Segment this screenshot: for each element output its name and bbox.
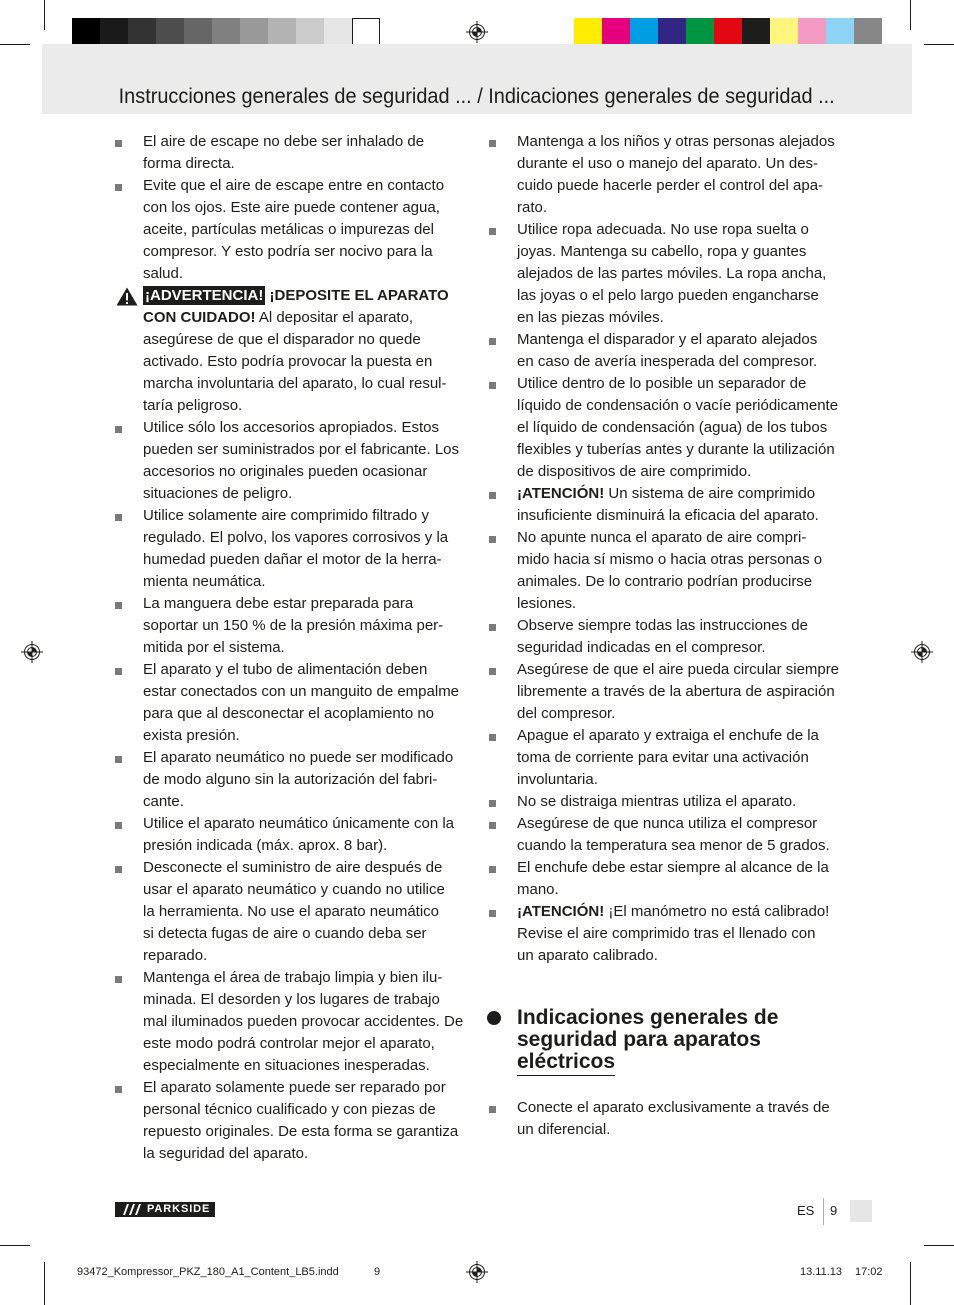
text-line <box>517 835 847 857</box>
line-text: forma directa. <box>143 155 235 172</box>
color-swatch <box>100 18 128 46</box>
crop-mark <box>924 1245 954 1246</box>
section-list <box>517 1097 847 1141</box>
line-text: involuntaria. <box>517 771 598 788</box>
list-item <box>143 175 473 285</box>
text-line <box>517 241 847 263</box>
line-text: reparado. <box>143 947 208 964</box>
line-text: libremente a través de la abertura de aspiración <box>517 683 835 700</box>
text-line <box>517 681 847 703</box>
line-text: especialmente en situaciones inesperadas. <box>143 1057 430 1074</box>
text-line <box>517 461 847 483</box>
text-line <box>517 615 847 637</box>
square-bullet-icon <box>489 668 496 675</box>
list-item <box>517 527 847 615</box>
text-line <box>143 769 473 791</box>
list-item <box>517 483 847 527</box>
text-line <box>143 1055 473 1077</box>
text-line <box>517 285 847 307</box>
text-line <box>143 813 473 835</box>
square-bullet-icon <box>489 866 496 873</box>
line-text: estar conectados con un manguito de empalme <box>143 683 460 700</box>
line-text: en caso de avería inesperada del compresor. <box>517 353 818 370</box>
crop-mark <box>0 44 30 45</box>
line-text: la seguridad del aparato. <box>143 1145 309 1162</box>
text-line <box>517 307 847 329</box>
line-text: Desconecte el suministro de aire después de <box>143 859 443 876</box>
text-line <box>517 813 847 835</box>
line-text: flexibles y tuberías antes y durante la utilización <box>517 441 835 458</box>
text-line <box>143 923 473 945</box>
text-line <box>143 967 473 989</box>
color-swatch <box>854 18 882 46</box>
circle-bullet-icon <box>487 1011 501 1025</box>
slug-file-name: 93472_Kompressor_PKZ_180_A1_Content_LB5.indd <box>77 1266 339 1278</box>
line-text: Apague el aparato y extraiga el enchufe de la <box>517 727 819 744</box>
regular-text: ¡El manómetro no está calibrado! <box>604 903 830 920</box>
text-line <box>517 637 847 659</box>
language-code: ES <box>797 1203 815 1218</box>
crop-mark <box>910 0 911 30</box>
warning-label: ¡ADVERTENCIA! <box>145 287 264 304</box>
line-text: cante. <box>143 793 184 810</box>
color-swatch <box>630 18 658 46</box>
line-text: toma de corriente para evitar una activación <box>517 749 809 766</box>
line-text: personal técnico cualificado y con piezas de <box>143 1101 436 1118</box>
line-text: Mantenga el disparador y el aparato alejados <box>517 331 818 348</box>
list-item <box>517 725 847 791</box>
text-line <box>143 505 473 527</box>
crop-mark <box>924 44 954 45</box>
square-bullet-icon <box>115 426 122 433</box>
section-heading-line: Indicaciones generales de <box>517 1006 779 1029</box>
line-text: Utilice sólo los accesorios apropiados. Estos <box>143 419 439 436</box>
line-text: Observe siempre todas las instrucciones de <box>517 617 808 634</box>
line-text: Asegúrese de que nunca utiliza el compresor <box>517 815 818 832</box>
crop-mark <box>0 1245 30 1246</box>
square-bullet-icon <box>115 140 122 147</box>
text-line <box>517 549 847 571</box>
square-bullet-icon <box>115 822 122 829</box>
square-bullet-icon <box>115 756 122 763</box>
text-line <box>143 241 473 263</box>
text-line <box>143 681 473 703</box>
text-line <box>517 923 847 945</box>
line-text: en las piezas móviles. <box>517 309 664 326</box>
text-line <box>143 857 473 879</box>
text-line <box>143 1121 473 1143</box>
line-text: Revise el aire comprimido tras el llenado con <box>517 925 816 942</box>
color-swatch <box>128 18 156 46</box>
line-text: seguridad indicadas en el compresor. <box>517 639 766 656</box>
right-column <box>517 131 847 967</box>
color-swatch <box>324 18 352 46</box>
text-line <box>143 373 473 395</box>
text-line <box>143 835 473 857</box>
color-swatch <box>268 18 296 46</box>
regular-text: Un sistema de aire comprimido <box>604 485 816 502</box>
line-text: exista presión. <box>143 727 240 744</box>
line-text: mal iluminados pueden provocar accidentes. De <box>143 1013 464 1030</box>
text-line <box>143 1033 473 1055</box>
crop-mark <box>44 1262 45 1305</box>
slug-page: 9 <box>374 1266 381 1278</box>
line-text: si detecta fugas de aire o cuando deba ser <box>143 925 427 942</box>
text-line <box>517 1097 847 1119</box>
parkside-logo <box>115 1202 215 1217</box>
text-line <box>517 219 847 241</box>
parkside-stripes-icon <box>118 1202 144 1217</box>
square-bullet-icon <box>489 228 496 235</box>
line-text: líquido de condensación o vacíe periódicamente <box>517 397 839 414</box>
footer-divider <box>823 1198 824 1225</box>
line-text: El enchufe debe estar siempre al alcance de la <box>517 859 829 876</box>
color-swatch <box>826 18 854 46</box>
line-text <box>517 483 815 505</box>
list-item <box>517 659 847 725</box>
list-item <box>143 505 473 593</box>
color-swatch <box>296 18 324 46</box>
text-line <box>517 527 847 549</box>
line-text: Utilice solamente aire comprimido filtrado y <box>143 507 429 524</box>
text-line <box>517 417 847 439</box>
square-bullet-icon <box>489 382 496 389</box>
text-line <box>517 373 847 395</box>
color-swatch <box>72 18 100 46</box>
square-bullet-icon <box>489 492 496 499</box>
page-number: 9 <box>830 1203 838 1218</box>
text-line <box>517 857 847 879</box>
line-text: No se distraiga mientras utiliza el aparato. <box>517 793 797 810</box>
line-text: pueden ser suministrados por el fabricante. Los <box>143 441 460 458</box>
line-text: El aire de escape no debe ser inhalado de <box>143 133 425 150</box>
square-bullet-icon <box>489 734 496 741</box>
text-line <box>517 153 847 175</box>
text-line <box>143 703 473 725</box>
text-line <box>517 945 847 967</box>
list-item <box>143 747 473 813</box>
line-text: El aparato solamente puede ser reparado por <box>143 1079 446 1096</box>
left-column <box>143 131 473 1165</box>
text-line <box>517 351 847 373</box>
text-line <box>143 615 473 637</box>
square-bullet-icon <box>489 822 496 829</box>
line-text: minada. El desorden y los lugares de trabajo <box>143 991 440 1008</box>
bold-text: ¡DEPOSITE EL APARATO <box>265 287 449 304</box>
line-text: repuesto originales. De esta forma se garantiza <box>143 1123 459 1140</box>
square-bullet-icon <box>115 976 122 983</box>
square-bullet-icon <box>115 602 122 609</box>
text-line <box>517 901 847 923</box>
line-text: marcha involuntaria del aparato, lo cual resul- <box>143 375 447 392</box>
text-line <box>143 351 473 373</box>
line-text: La manguera debe estar preparada para <box>143 595 414 612</box>
text-line <box>143 637 473 659</box>
line-text: las joyas o el pelo largo pueden engancharse <box>517 287 819 304</box>
text-line <box>517 263 847 285</box>
registration-mark-icon <box>466 21 488 43</box>
line-text: Utilice ropa adecuada. No use ropa suelta o <box>517 221 809 238</box>
color-swatch <box>686 18 714 46</box>
color-swatch <box>352 18 380 46</box>
line-text: mido hacia sí mismo o hacia otras personas o <box>517 551 823 568</box>
line-text: accesorios no originales pueden ocasionar <box>143 463 428 480</box>
color-swatch <box>658 18 686 46</box>
list-item <box>143 659 473 747</box>
text-line <box>143 527 473 549</box>
text-line <box>517 747 847 769</box>
text-line <box>517 197 847 219</box>
line-text: cuido puede hacerle perder el control del apa- <box>517 177 824 194</box>
list-item <box>143 593 473 659</box>
line-text: mano. <box>517 881 559 898</box>
text-line <box>517 571 847 593</box>
page-title: Instrucciones generales de seguridad ... / Indicaciones generales de seguridad ... <box>118 85 836 108</box>
color-swatch <box>212 18 240 46</box>
text-line <box>517 1119 847 1141</box>
square-bullet-icon <box>115 514 122 521</box>
brand-name: PARKSIDE <box>147 1203 211 1215</box>
regular-text: Al depositar el aparato, <box>255 309 414 326</box>
text-line <box>143 263 473 285</box>
line-text: mienta neumática. <box>143 573 266 590</box>
color-swatch <box>742 18 770 46</box>
list-item <box>143 813 473 857</box>
line-text: situaciones de peligro. <box>143 485 293 502</box>
text-line <box>517 395 847 417</box>
text-line <box>517 483 847 505</box>
line-text: El aparato neumático no puede ser modificado <box>143 749 454 766</box>
line-text <box>143 307 413 329</box>
list-item <box>143 967 473 1077</box>
text-line <box>143 725 473 747</box>
square-bullet-icon <box>489 536 496 543</box>
square-bullet-icon <box>489 338 496 345</box>
text-line <box>143 901 473 923</box>
line-text: Asegúrese de que el aire pueda circular siempre <box>517 661 840 678</box>
color-swatch <box>798 18 826 46</box>
text-line <box>143 395 473 417</box>
bold-text: ¡ATENCIÓN! <box>517 903 605 920</box>
list-item <box>517 791 847 813</box>
line-text <box>517 901 829 923</box>
text-line <box>517 769 847 791</box>
line-text: Mantenga a los niños y otras personas alejados <box>517 133 835 150</box>
line-text: de dispositivos de aire comprimido. <box>517 463 752 480</box>
line-text: presión indicada (máx. aprox. 8 bar). <box>143 837 388 854</box>
line-text: alejados de las partes móviles. La ropa ancha, <box>517 265 827 282</box>
warning-item <box>143 285 473 417</box>
color-swatch <box>602 18 630 46</box>
text-line <box>143 483 473 505</box>
text-line <box>143 461 473 483</box>
text-line <box>517 791 847 813</box>
bold-text: ¡ATENCIÓN! <box>517 485 605 502</box>
text-line <box>517 703 847 725</box>
line-text: durante el uso o manejo del aparato. Un des- <box>517 155 819 172</box>
text-line <box>143 439 473 461</box>
list-item <box>517 615 847 659</box>
line-text: Conecte el aparato exclusivamente a través de <box>517 1099 830 1116</box>
warning-triangle-icon <box>116 287 138 306</box>
list-item <box>517 901 847 967</box>
section-heading <box>517 1007 778 1076</box>
color-swatch <box>156 18 184 46</box>
line-text: insuficiente disminuirá la eficacia del aparato. <box>517 507 819 524</box>
text-line <box>143 659 473 681</box>
line-text: Utilice dentro de lo posible un separador de <box>517 375 807 392</box>
line-text: mitida por el sistema. <box>143 639 285 656</box>
text-line <box>517 439 847 461</box>
text-line <box>143 1099 473 1121</box>
text-line <box>143 329 473 351</box>
text-line <box>143 175 473 197</box>
line-text: un aparato calibrado. <box>517 947 658 964</box>
page-title-bar <box>42 80 912 114</box>
line-text: cuando la temperatura sea menor de 5 grados. <box>517 837 830 854</box>
text-line <box>517 175 847 197</box>
line-text: No apunte nunca el aparato de aire compri- <box>517 529 807 546</box>
list-item <box>517 1097 847 1141</box>
square-bullet-icon <box>489 800 496 807</box>
color-swatch <box>574 18 602 46</box>
text-line <box>143 219 473 241</box>
line-text: asegúrese de que el disparador no quede <box>143 331 421 348</box>
text-line <box>143 153 473 175</box>
list-item <box>517 857 847 901</box>
color-swatch <box>770 18 798 46</box>
color-swatch <box>184 18 212 46</box>
square-bullet-icon <box>489 1106 496 1113</box>
line-text: el líquido de condensación (agua) de los tubos <box>517 419 828 436</box>
registration-mark-icon <box>466 1261 488 1283</box>
line-text: la herramienta. No use el aparato neumático <box>143 903 440 920</box>
text-line <box>143 945 473 967</box>
line-text: humedad pueden dañar el motor de la herra- <box>143 551 442 568</box>
text-line <box>143 285 473 307</box>
list-item <box>517 813 847 857</box>
square-bullet-icon <box>115 1086 122 1093</box>
line-text: usar el aparato neumático y cuando no utilice <box>143 881 445 898</box>
line-text: Utilice el aparato neumático únicamente con la <box>143 815 455 832</box>
text-line <box>143 571 473 593</box>
text-line <box>143 549 473 571</box>
list-item <box>143 1077 473 1165</box>
line-text: aceite, partículas metálicas o impurezas del <box>143 221 434 238</box>
registration-mark-icon <box>21 641 43 663</box>
grayscale-control-bar <box>72 18 380 46</box>
list-item <box>517 219 847 329</box>
line-text: salud. <box>143 265 184 282</box>
line-text: Mantenga el área de trabajo limpia y bien ilu- <box>143 969 443 986</box>
line-text: con los ojos. Este aire puede contener agua, <box>143 199 440 216</box>
color-swatch <box>714 18 742 46</box>
page-tab-box <box>850 1200 872 1222</box>
line-text: activado. Esto podría provocar la puesta en <box>143 353 433 370</box>
text-line <box>143 747 473 769</box>
line-text: regulado. El polvo, los vapores corrosivos y la <box>143 529 449 546</box>
bold-text: CON CUIDADO! <box>143 309 256 326</box>
line-text: de modo alguno sin la autorización del fabri- <box>143 771 438 788</box>
section-heading-line: seguridad para aparatos <box>517 1028 761 1051</box>
text-line <box>517 131 847 153</box>
text-line <box>143 131 473 153</box>
text-line <box>143 879 473 901</box>
line-text: El aparato y el tubo de alimentación deben <box>143 661 428 678</box>
text-line <box>143 1011 473 1033</box>
square-bullet-icon <box>115 866 122 873</box>
text-line <box>143 791 473 813</box>
line-text: animales. De lo contrario podrían producirse <box>517 573 813 590</box>
square-bullet-icon <box>115 668 122 675</box>
line-text: un diferencial. <box>517 1121 611 1138</box>
text-line <box>517 725 847 747</box>
slug-date: 13.11.13 <box>800 1266 843 1278</box>
text-line <box>143 1077 473 1099</box>
square-bullet-icon <box>489 910 496 917</box>
text-line <box>517 879 847 901</box>
text-line <box>143 417 473 439</box>
line-text <box>143 285 449 307</box>
list-item <box>517 329 847 373</box>
square-bullet-icon <box>489 140 496 147</box>
line-text: Evite que el aire de escape entre en contacto <box>143 177 445 194</box>
list-item <box>143 417 473 505</box>
text-line <box>143 989 473 1011</box>
list-item <box>517 131 847 219</box>
text-line <box>143 1143 473 1165</box>
list-item <box>517 373 847 483</box>
text-line <box>143 307 473 329</box>
registration-mark-icon <box>911 641 933 663</box>
line-text: para que al desconectar el acoplamiento no <box>143 705 435 722</box>
text-line <box>517 659 847 681</box>
list-item <box>143 857 473 967</box>
line-text: este modo podrá controlar mejor el aparato, <box>143 1035 435 1052</box>
square-bullet-icon <box>115 184 122 191</box>
line-text: del compresor. <box>517 705 616 722</box>
list-item <box>143 131 473 175</box>
crop-mark <box>44 0 45 30</box>
color-control-bar <box>574 18 882 46</box>
crop-mark <box>910 1262 911 1305</box>
line-text: lesiones. <box>517 595 577 612</box>
text-line <box>143 197 473 219</box>
text-line <box>517 593 847 615</box>
square-bullet-icon <box>489 624 496 631</box>
text-line <box>517 505 847 527</box>
color-swatch <box>240 18 268 46</box>
line-text: compresor. Y esto podría ser nocivo para la <box>143 243 433 260</box>
text-line <box>517 329 847 351</box>
section-heading-line-underlined: eléctricos <box>517 1051 615 1076</box>
line-text: joyas. Mantenga su cabello, ropa y guantes <box>517 243 807 260</box>
text-line <box>143 593 473 615</box>
line-text: taría peligroso. <box>143 397 243 414</box>
slug-time: 17:02 <box>855 1266 883 1278</box>
line-text: rato. <box>517 199 548 216</box>
line-text: soportar un 150 % de la presión máxima per- <box>143 617 444 634</box>
